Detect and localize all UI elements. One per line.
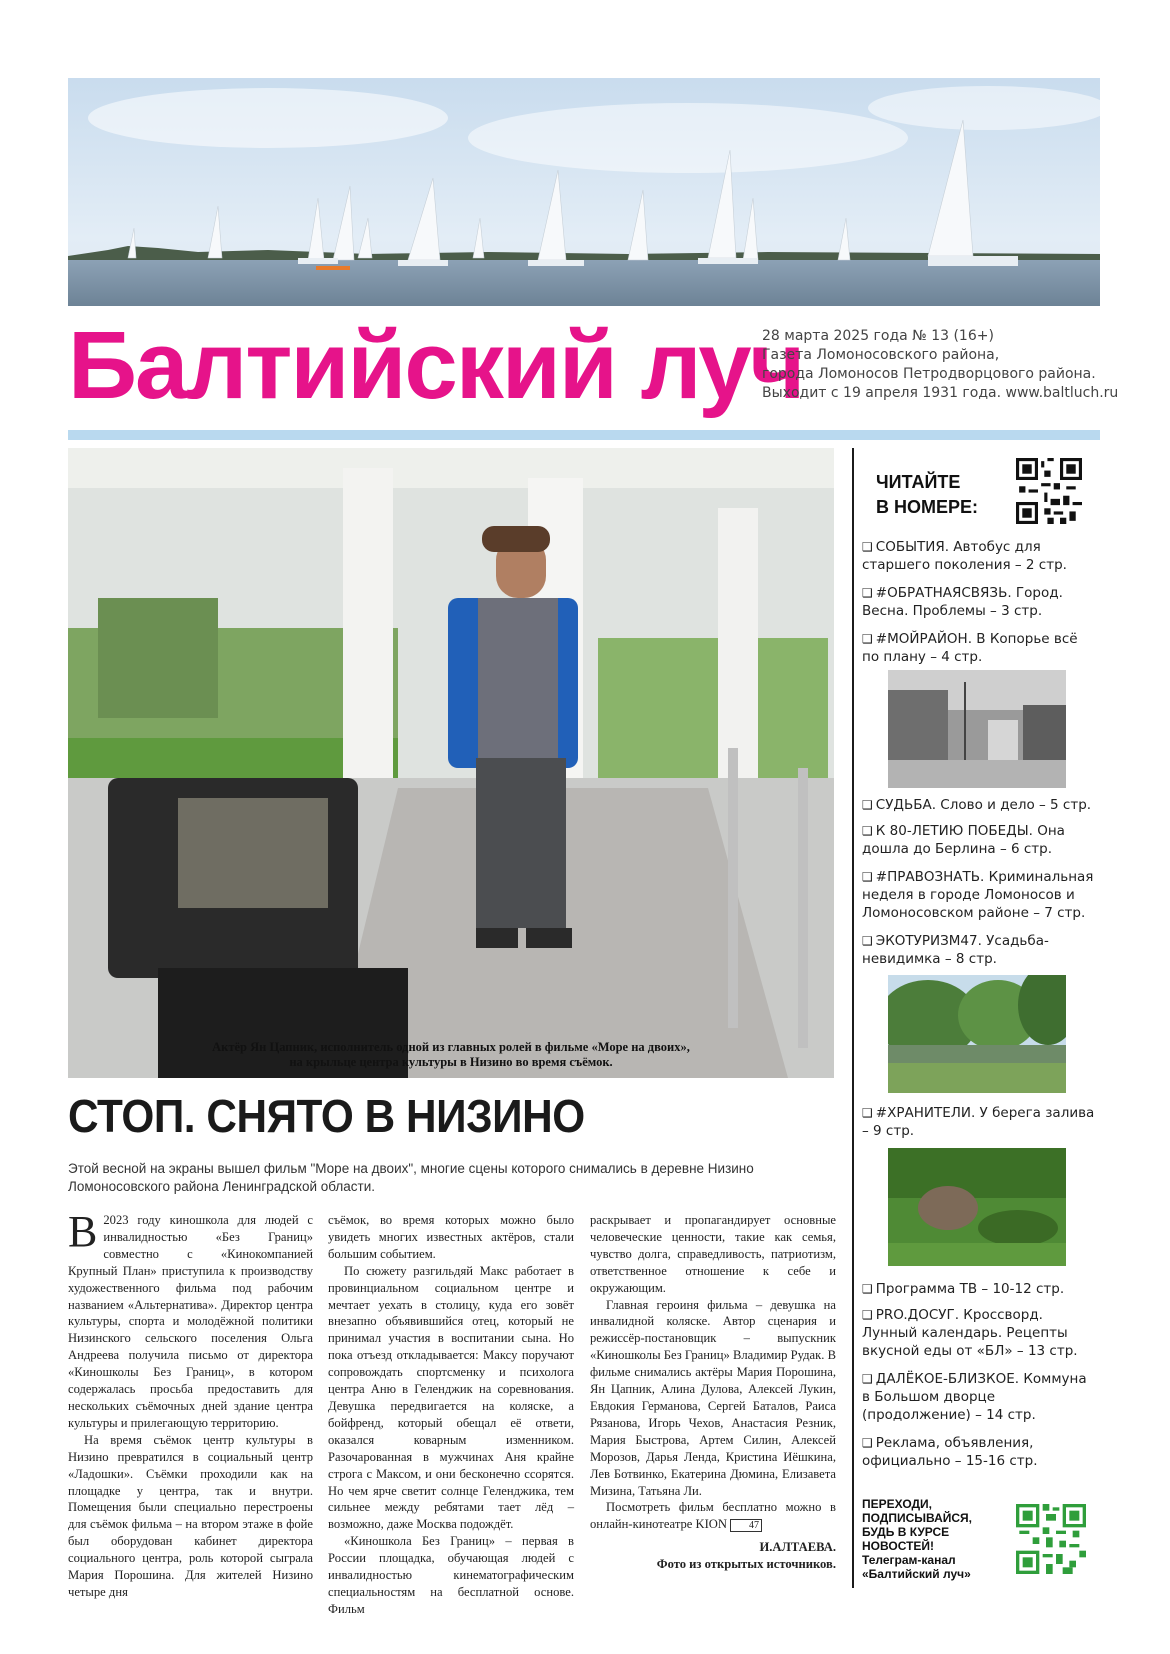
article-author: И.АЛТАЕВА.: [759, 1540, 836, 1555]
article-headline: СТОП. СНЯТО В НИЗИНО: [68, 1090, 585, 1142]
sidebar-item[interactable]: [862, 1434, 1098, 1470]
sidebar-item[interactable]: [862, 868, 1098, 922]
sidebar-item[interactable]: [862, 822, 1098, 858]
since-line: Выходит с 19 апреля 1931 года. www.baltluch.ru: [762, 385, 1119, 401]
main-photo: [68, 448, 834, 1078]
qr-code-icon[interactable]: [1016, 458, 1082, 524]
checkbox-icon: ❑: [862, 1106, 873, 1120]
checkbox-icon: ❑: [862, 632, 873, 646]
telegram-qr-code-icon[interactable]: [1016, 1504, 1086, 1574]
article-paragraph: [590, 1499, 836, 1533]
checkbox-icon: ❑: [862, 1436, 873, 1450]
pond-photo-icon: [888, 975, 1066, 1093]
paragraph-text: 2023 году киношкола для людей с инвалидностью «Без Границ» совместно с «Кинокомпанией Крупный План» приступила к производству художественного фильма под рабочим названием «Альтернатива». Директор центра культуры, спорта и молодёжной политики Низинского сельского поселения Ольга Андреева получила письмо от директора «Киношколы Без Границ», в котором содержалась просьба предоставить для нескольких съёмочных дней здание центра культуры и прилегающую территорию.: [68, 1213, 313, 1430]
cta-line: ПЕРЕХОДИ,: [862, 1497, 933, 1511]
sidebar-item-label: Реклама, объявления, официально – 15-16 стр.: [862, 1435, 1038, 1469]
sidebar-title-line-1: ЧИТАЙТЕ: [876, 472, 961, 492]
cta-line: БУДЬ В КУРСЕ: [862, 1525, 950, 1539]
sidebar-item-label: #ОБРАТНАЯСВЯЗЬ. Город. Весна. Проблемы – 3 стр.: [862, 585, 1063, 619]
checkbox-icon: ❑: [862, 824, 873, 838]
article-paragraph: съёмок, во время которых можно было увидеть многих известных актёров, стали большим событием.: [328, 1213, 574, 1261]
photo-source: Фото из открытых источников.: [656, 1557, 836, 1572]
sailboats-regatta-photo: [68, 78, 1100, 306]
issue-date: 28 марта 2025 года № 13 (16+): [762, 328, 994, 344]
telegram-cta: [862, 1497, 1002, 1581]
sidebar-item[interactable]: [862, 1306, 1098, 1360]
masthead-rule: [68, 430, 1100, 440]
sidebar-item-label: СУДЬБА. Слово и дело – 5 стр.: [875, 797, 1092, 813]
sidebar-item-label: #ХРАНИТЕЛИ. У берега залива – 9 стр.: [862, 1105, 1095, 1139]
sidebar-item[interactable]: [862, 796, 1098, 814]
caption-line-1: Актёр Ян Цапник, исполнитель одной из главных ролей в фильме «Море на двоих»,: [212, 1040, 690, 1054]
street-photo-icon: [888, 670, 1066, 788]
cta-line: ПОДПИСЫВАЙСЯ,: [862, 1511, 972, 1525]
checkbox-icon: ❑: [862, 798, 873, 812]
checkbox-icon: ❑: [862, 1308, 873, 1322]
article-paragraph: раскрывает и пропагандирует основные человеческие ценности, такие как семья, чувство долга, справедливость, патриотизм, ответственное отношение к себе и окружающим.: [590, 1213, 836, 1295]
sidebar-item[interactable]: [862, 584, 1098, 620]
banner-photo: [68, 78, 1100, 306]
age-rating-badge: 47: [730, 1519, 762, 1532]
checkbox-icon: ❑: [862, 934, 873, 948]
checkbox-icon: ❑: [862, 1372, 873, 1386]
article-column-3: [590, 1212, 836, 1573]
cta-line: «Балтийский луч»: [862, 1567, 971, 1581]
sidebar-item-label: #МОЙРАЙОН. В Копорье всё по плану – 4 стр.: [862, 631, 1078, 665]
sidebar-item-label: ЭКОТУРИЗМ47. Усадьба-невидимка – 8 стр.: [862, 933, 1049, 967]
sidebar-item[interactable]: [862, 1104, 1098, 1140]
sidebar-item-label: #ПРАВОЗНАТЬ. Криминальная неделя в городе Ломоносов и Ломоносовском районе – 7 стр.: [862, 869, 1094, 921]
cta-line: НОВОСТЕЙ!: [862, 1539, 935, 1553]
drop-cap: В: [68, 1207, 98, 1256]
sidebar-item[interactable]: [862, 932, 1098, 968]
checkbox-icon: ❑: [862, 870, 873, 884]
article-lead: Этой весной на экраны вышел фильм "Море на двоих", многие сцены которого снимались в деревне Низино Ломоносовского района Ленинградской области.: [68, 1161, 754, 1194]
article-column-2: [328, 1212, 574, 1618]
article-column-1: [68, 1207, 313, 1601]
sidebar-item[interactable]: [862, 538, 1098, 574]
checkbox-icon: ❑: [862, 540, 873, 554]
sidebar-title: [876, 470, 978, 520]
article-paragraph: По сюжету разгильдяй Макс работает в провинциальном социальном центре и мечтает уехать в столицу, куда его зовёт внезапно объявившийся отец, который не принимал участия в воспитании сына. Но пока отъезд откладывается: Максу поручают сопровождать спортсменку и психолога центра Аню в Геленджик на соревнования. Девушка передвигается на коляске, а бойфренд, который обещал её ответи, оказался коварным изменником. Разочарованная в мужчинах Аня крайне строга с Максом, и они бесконечно ссорятся. Но чем ярче светит солнце Геленджика, тем сильнее между ребятами тает лёд – возможно, даже Москва подождёт.: [328, 1263, 574, 1532]
photo-caption: [68, 1040, 834, 1070]
publisher-line-2: города Ломоносов Петродворцового района.: [762, 366, 1096, 382]
checkbox-icon: ❑: [862, 586, 873, 600]
sidebar-item-label: PRO.ДОСУГ. Кроссворд. Лунный календарь. Рецепты вкусной еды от «БЛ» – 13 стр.: [862, 1307, 1078, 1359]
cta-line: Телеграм-канал: [862, 1553, 956, 1567]
publisher-line-1: Газета Ломоносовского района,: [762, 347, 1000, 363]
sidebar-item-label: К 80-ЛЕТИЮ ПОБЕДЫ. Она дошла до Берлина – 6 стр.: [862, 823, 1065, 857]
stone-in-grass-photo-icon: [888, 1148, 1066, 1266]
newspaper-title: Балтийский луч: [68, 312, 804, 419]
sidebar-title-line-2: В НОМЕРЕ:: [876, 497, 979, 517]
article-paragraph: [68, 1207, 313, 1432]
article-paragraph: «Киношкола Без Границ» – первая в России площадка, обучающая людей с инвалидностью кинематографическим специальностям на бесплатной основе. Фильм: [328, 1534, 574, 1616]
checkbox-icon: ❑: [862, 1282, 873, 1296]
article-paragraph: Главная героиня фильма – девушка на инвалидной коляске. Автор сценария и режиссёр-постановщик – выпускник «Киношколы Без Границ» Владимир Рудак. В фильме снимались актёры Мария Порошина, Ян Цапник, Алина Дулова, Алексей Лукин, Евдокия Германова, Сергей Баталов, Раиса Рязанова, Игорь Чехов, Анастасия Резник, Мария Быстрова, Артем Силин, Алексей Морозов, Дарья Ленда, Кристина Иёшкина, Лев Ботвинко, Екатерина Дюмина, Елизавета Мизина, Татьяна Ли.: [590, 1297, 836, 1498]
actor-at-film-set-photo: [68, 448, 834, 1078]
sidebar-item-label: Программа ТВ – 10-12 стр.: [875, 1281, 1065, 1297]
sidebar-item-label: СОБЫТИЯ. Автобус для старшего поколения – 2 стр.: [862, 539, 1067, 573]
issue-info: [762, 327, 1118, 403]
sidebar-item[interactable]: [862, 1280, 1098, 1298]
sidebar-item[interactable]: [862, 1370, 1098, 1424]
paragraph-text: Посмотреть фильм бесплатно можно в онлайн-кинотеатре KION: [590, 1500, 836, 1532]
caption-line-2: на крыльце центра культуры в Низино во время съёмок.: [289, 1055, 613, 1069]
sidebar-divider: [852, 448, 854, 1588]
sidebar-item[interactable]: [862, 630, 1098, 666]
article-paragraph: На время съёмок центр культуры в Низино превратился в социальный центр «Ладошки». Съёмки проходили как на площадке у центра, так и внутри. Помещения были специально перестроены для съёмок фильма – на втором этаже в фойе был оборудован кабинет директора социального центра, роль которой сыграла Мария Порошина. Для жителей Низино четыре дня: [68, 1432, 313, 1599]
sidebar-item-label: ДАЛЁКОЕ-БЛИЗКОЕ. Коммуна в Большом дворце (продолжение) – 14 стр.: [862, 1371, 1087, 1423]
